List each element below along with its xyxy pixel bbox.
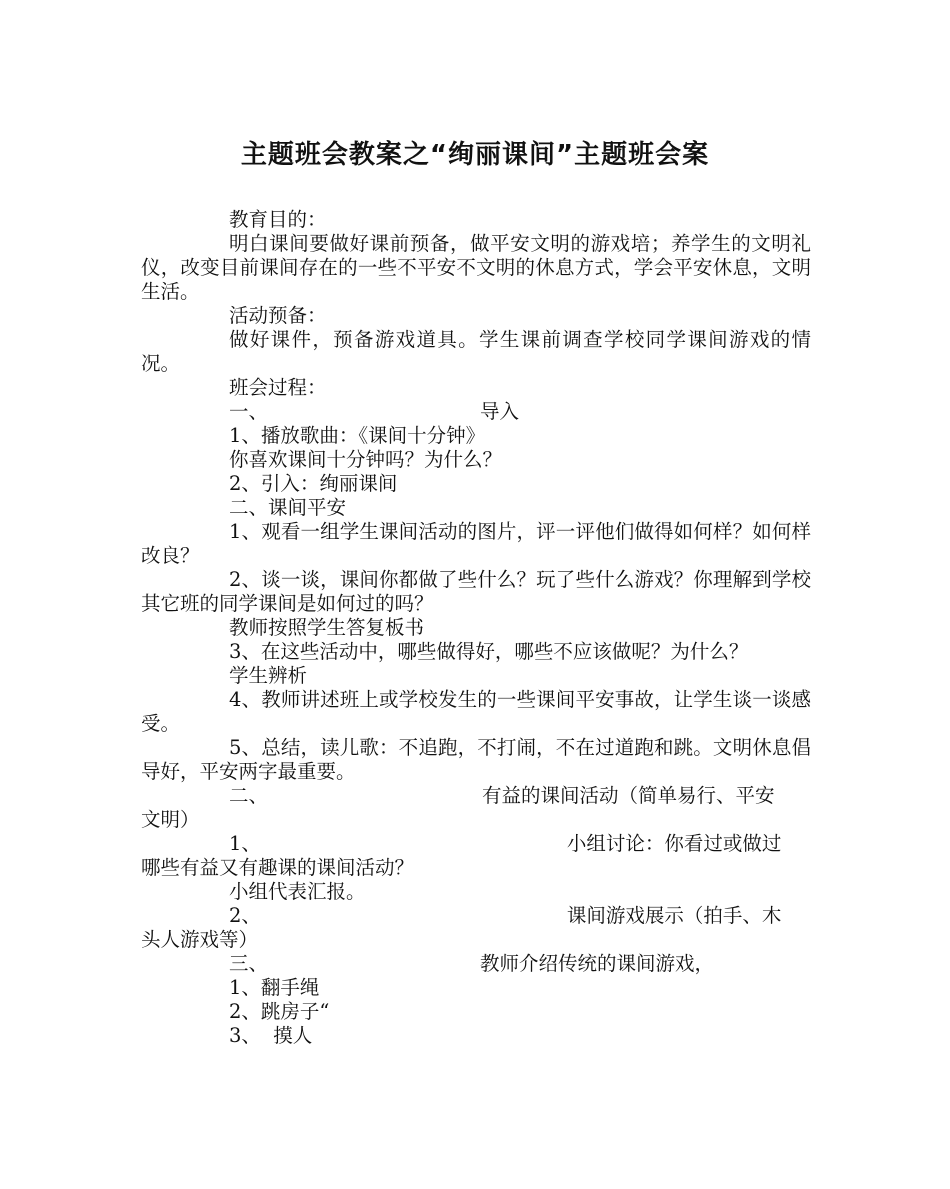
- para-summary-song: 5、总结，读儿歌：不追跑，不打闹，不在过道跑和跳。文明休息倡导好，平安两字最重要。: [141, 736, 811, 783]
- section-two-heading: 二、课间平安: [229, 496, 347, 519]
- para-introduce: 2、引入：绚丽课间: [229, 472, 398, 495]
- section-one-number: 一、: [229, 400, 269, 423]
- para-game-show: [141, 904, 811, 928]
- para-question-like: 你喜欢课间十分钟吗？为什么？: [229, 448, 503, 471]
- item-number: 2、: [229, 904, 261, 927]
- section-three-number: 三、: [229, 952, 269, 975]
- section-two-b-heading: [141, 784, 811, 808]
- para-game-show-cont: 头人游戏等）: [141, 928, 259, 951]
- para-process-heading: 班会过程：: [229, 376, 327, 399]
- list-item-string-figure: 1、翻手绳: [229, 976, 320, 999]
- para-teacher-board: 教师按照学生答复板书: [229, 616, 425, 639]
- para-education-goal-heading: 教育目的：: [229, 208, 327, 231]
- section-three-heading: [141, 952, 811, 976]
- section-three-title: 教师介绍传统的课间游戏，: [480, 952, 715, 975]
- item-text: 课间游戏展示（拍手、木: [566, 904, 782, 927]
- list-item-hopscotch: 2、跳房子“: [229, 1000, 330, 1023]
- para-student-analysis: 学生辨析: [229, 664, 308, 687]
- section-two-b-title: 有益的课间活动（简单易行、平安: [482, 784, 775, 807]
- para-activity-prep: 做好课件，预备游戏道具。学生课前调查学校同学课间游戏的情况。: [141, 328, 811, 375]
- item-text: 小组讨论：你看过或做过: [566, 832, 782, 855]
- section-one-title: 导入: [480, 400, 520, 423]
- para-teacher-story: 4、教师讲述班上或学校发生的一些课间平安事故，让学生谈一谈感受。: [141, 688, 811, 735]
- document-title: 主题班会教案之“绚丽课间”主题班会案: [240, 140, 710, 170]
- para-discuss: 2、谈一谈，课间你都做了些什么？玩了些什么游戏？你理解到学校其它班的同学课间是如何过的吗？: [141, 568, 811, 615]
- para-education-goal: 明白课间要做好课前预备，做平安文明的游戏培；养学生的文明礼仪，改变目前课间存在的一些不平安不文明的休息方式，学会平安休息，文明生活。: [141, 232, 811, 303]
- para-watch-pictures: 1、观看一组学生课间活动的图片，评一评他们做得如何样？如何样改良？: [141, 520, 811, 567]
- section-two-b-number: 二、: [229, 784, 269, 807]
- para-activity-prep-heading: 活动预备：: [229, 304, 327, 327]
- para-group-discussion-cont: 哪些有益又有趣课的课间活动？: [141, 856, 415, 879]
- para-group-report: 小组代表汇报。: [229, 880, 366, 903]
- section-one-heading: [141, 400, 811, 424]
- document-body: [141, 208, 811, 1048]
- para-which-good: 3、在这些活动中，哪些做得好，哪些不应该做呢？为什么？: [229, 640, 749, 663]
- para-group-discussion: [141, 832, 811, 856]
- section-two-b-title-cont: 文明）: [141, 808, 200, 831]
- item-number: 1、: [229, 832, 261, 855]
- para-play-song: 1、播放歌曲：《课间十分钟》: [229, 424, 486, 447]
- list-item-touch-person: 3、 摸人: [229, 1024, 313, 1047]
